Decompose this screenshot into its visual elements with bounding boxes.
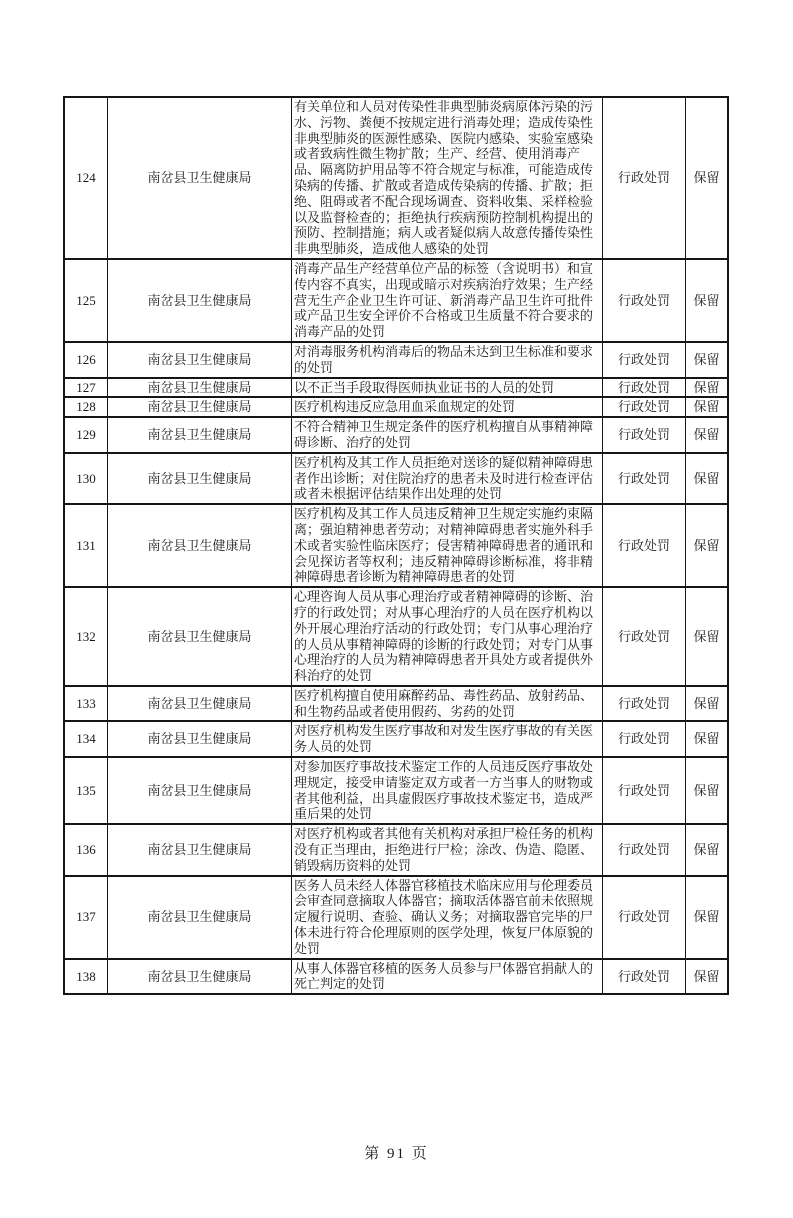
retain-status: 保留 xyxy=(686,97,729,259)
row-number: 138 xyxy=(64,959,108,995)
row-number: 133 xyxy=(64,686,108,722)
row-number: 135 xyxy=(64,757,108,824)
penalty-type: 行政处罚 xyxy=(603,587,686,686)
penalty-type: 行政处罚 xyxy=(603,721,686,757)
agency-name: 南岔县卫生健康局 xyxy=(108,504,292,587)
document-page xyxy=(0,96,793,1218)
agency-name: 南岔县卫生健康局 xyxy=(108,97,292,259)
table-row xyxy=(64,397,728,417)
penalty-table xyxy=(63,96,729,995)
penalty-type: 行政处罚 xyxy=(603,453,686,504)
agency-name: 南岔县卫生健康局 xyxy=(108,824,292,875)
penalty-type: 行政处罚 xyxy=(603,686,686,722)
retain-status: 保留 xyxy=(686,504,729,587)
table-row xyxy=(64,587,728,686)
penalty-type: 行政处罚 xyxy=(603,504,686,587)
page-number-footer: 第 91 页 xyxy=(364,1146,429,1162)
agency-name: 南岔县卫生健康局 xyxy=(108,378,292,398)
penalty-type: 行政处罚 xyxy=(603,824,686,875)
agency-name: 南岔县卫生健康局 xyxy=(108,959,292,995)
penalty-type: 行政处罚 xyxy=(603,378,686,398)
row-number: 124 xyxy=(64,97,108,259)
retain-status: 保留 xyxy=(686,587,729,686)
agency-name: 南岔县卫生健康局 xyxy=(108,417,292,453)
retain-status: 保留 xyxy=(686,417,729,453)
penalty-type: 行政处罚 xyxy=(603,757,686,824)
retain-status: 保留 xyxy=(686,342,729,378)
table-row xyxy=(64,757,728,824)
retain-status: 保留 xyxy=(686,259,729,342)
penalty-type: 行政处罚 xyxy=(603,959,686,995)
penalty-item: 从事人体器官移植的医务人员参与尸体器官捐献人的死亡判定的处罚 xyxy=(292,959,603,995)
table-row xyxy=(64,417,728,453)
penalty-item: 医疗机构及其工作人员违反精神卫生规定实施约束隔离；强迫精神患者劳动；对精神障碍患者实施外科手术或者实验性临床医疗；侵害精神障碍患者的通讯和会见探访者等权利；违反精神障碍诊断标准，将非精神障碍患者诊断为精神障碍患者的处罚 xyxy=(292,504,603,587)
table-row xyxy=(64,686,728,722)
table-row xyxy=(64,959,728,995)
row-number: 134 xyxy=(64,721,108,757)
retain-status: 保留 xyxy=(686,453,729,504)
row-number: 132 xyxy=(64,587,108,686)
retain-status: 保留 xyxy=(686,378,729,398)
penalty-item: 心理咨询人员从事心理治疗或者精神障碍的诊断、治疗的行政处罚；对从事心理治疗的人员在医疗机构以外开展心理治疗活动的行政处罚；专门从事心理治疗的人员从事精神障碍的诊断的行政处罚；对专门从事心理治疗的人员为精神障碍患者开具处方或者提供外科治疗的处罚 xyxy=(292,587,603,686)
agency-name: 南岔县卫生健康局 xyxy=(108,453,292,504)
row-number: 137 xyxy=(64,876,108,959)
agency-name: 南岔县卫生健康局 xyxy=(108,721,292,757)
penalty-item: 有关单位和人员对传染性非典型肺炎病原体污染的污水、污物、粪便不按规定进行消毒处理；造成传染性非典型肺炎的医源性感染、医院内感染、实验室感染或者致病性微生物扩散；生产、经营、使用消毒产品、隔离防护用品等不符合规定与标准，可能造成传染病的传播、扩散或者造成传染病的传播、扩散；拒绝、阻碍或者不配合现场调查、资料收集、采样检验以及监督检查的；拒绝执行疾病预防控制机构提出的预防、控制措施；病人或者疑似病人故意传播传染性非典型肺炎，造成他人感染的处罚 xyxy=(292,97,603,259)
retain-status: 保留 xyxy=(686,397,729,417)
table-row xyxy=(64,721,728,757)
retain-status: 保留 xyxy=(686,824,729,875)
penalty-type: 行政处罚 xyxy=(603,876,686,959)
row-number: 136 xyxy=(64,824,108,875)
retain-status: 保留 xyxy=(686,757,729,824)
penalty-type: 行政处罚 xyxy=(603,417,686,453)
agency-name: 南岔县卫生健康局 xyxy=(108,876,292,959)
row-number: 129 xyxy=(64,417,108,453)
agency-name: 南岔县卫生健康局 xyxy=(108,757,292,824)
retain-status: 保留 xyxy=(686,959,729,995)
penalty-type: 行政处罚 xyxy=(603,259,686,342)
agency-name: 南岔县卫生健康局 xyxy=(108,342,292,378)
penalty-type: 行政处罚 xyxy=(603,97,686,259)
row-number: 127 xyxy=(64,378,108,398)
penalty-type: 行政处罚 xyxy=(603,397,686,417)
agency-name: 南岔县卫生健康局 xyxy=(108,397,292,417)
row-number: 131 xyxy=(64,504,108,587)
table-row xyxy=(64,453,728,504)
penalty-item: 对医疗机构或者其他有关机构对承担尸检任务的机构没有正当理由，拒绝进行尸检；涂改、伪造、隐匿、销毁病历资料的处罚 xyxy=(292,824,603,875)
penalty-item: 以不正当手段取得医师执业证书的人员的处罚 xyxy=(292,378,603,398)
agency-name: 南岔县卫生健康局 xyxy=(108,686,292,722)
penalty-item: 对消毒服务机构消毒后的物品未达到卫生标准和要求的处罚 xyxy=(292,342,603,378)
agency-name: 南岔县卫生健康局 xyxy=(108,259,292,342)
table-body xyxy=(64,97,728,994)
retain-status: 保留 xyxy=(686,721,729,757)
retain-status: 保留 xyxy=(686,686,729,722)
row-number: 125 xyxy=(64,259,108,342)
penalty-item: 对医疗机构发生医疗事故和对发生医疗事故的有关医务人员的处罚 xyxy=(292,721,603,757)
table-row xyxy=(64,824,728,875)
table-row xyxy=(64,504,728,587)
retain-status: 保留 xyxy=(686,876,729,959)
penalty-item: 医疗机构及其工作人员拒绝对送诊的疑似精神障碍患者作出诊断；对住院治疗的患者未及时进行检查评估或者未根据评估结果作出处理的处罚 xyxy=(292,453,603,504)
table-row xyxy=(64,378,728,398)
penalty-item: 不符合精神卫生规定条件的医疗机构擅自从事精神障碍诊断、治疗的处罚 xyxy=(292,417,603,453)
penalty-item: 医疗机构擅自使用麻醉药品、毒性药品、放射药品、和生物药品或者使用假药、劣药的处罚 xyxy=(292,686,603,722)
table-row xyxy=(64,97,728,259)
table-row xyxy=(64,259,728,342)
penalty-item: 对参加医疗事故技术鉴定工作的人员违反医疗事故处理规定，接受申请鉴定双方或者一方当事人的财物或者其他利益，出具虚假医疗事故技术鉴定书，造成严重后果的处罚 xyxy=(292,757,603,824)
table-row xyxy=(64,876,728,959)
table-row xyxy=(64,342,728,378)
row-number: 130 xyxy=(64,453,108,504)
penalty-item: 消毒产品生产经营单位产品的标签（含说明书）和宣传内容不真实，出现或暗示对疾病治疗效果；生产经营无生产企业卫生许可证、新消毒产品卫生许可批件或产品卫生安全评价不合格或卫生质量不符合要求的消毒产品的处罚 xyxy=(292,259,603,342)
row-number: 128 xyxy=(64,397,108,417)
agency-name: 南岔县卫生健康局 xyxy=(108,587,292,686)
row-number: 126 xyxy=(64,342,108,378)
penalty-item: 医疗机构违反应急用血采血规定的处罚 xyxy=(292,397,603,417)
penalty-type: 行政处罚 xyxy=(603,342,686,378)
penalty-item: 医务人员未经人体器官移植技术临床应用与伦理委员会审查同意摘取人体器官；摘取活体器官前未依照规定履行说明、查验、确认义务；对摘取器官完毕的尸体未进行符合伦理原则的医学处理，恢复尸体原貌的处罚 xyxy=(292,876,603,959)
